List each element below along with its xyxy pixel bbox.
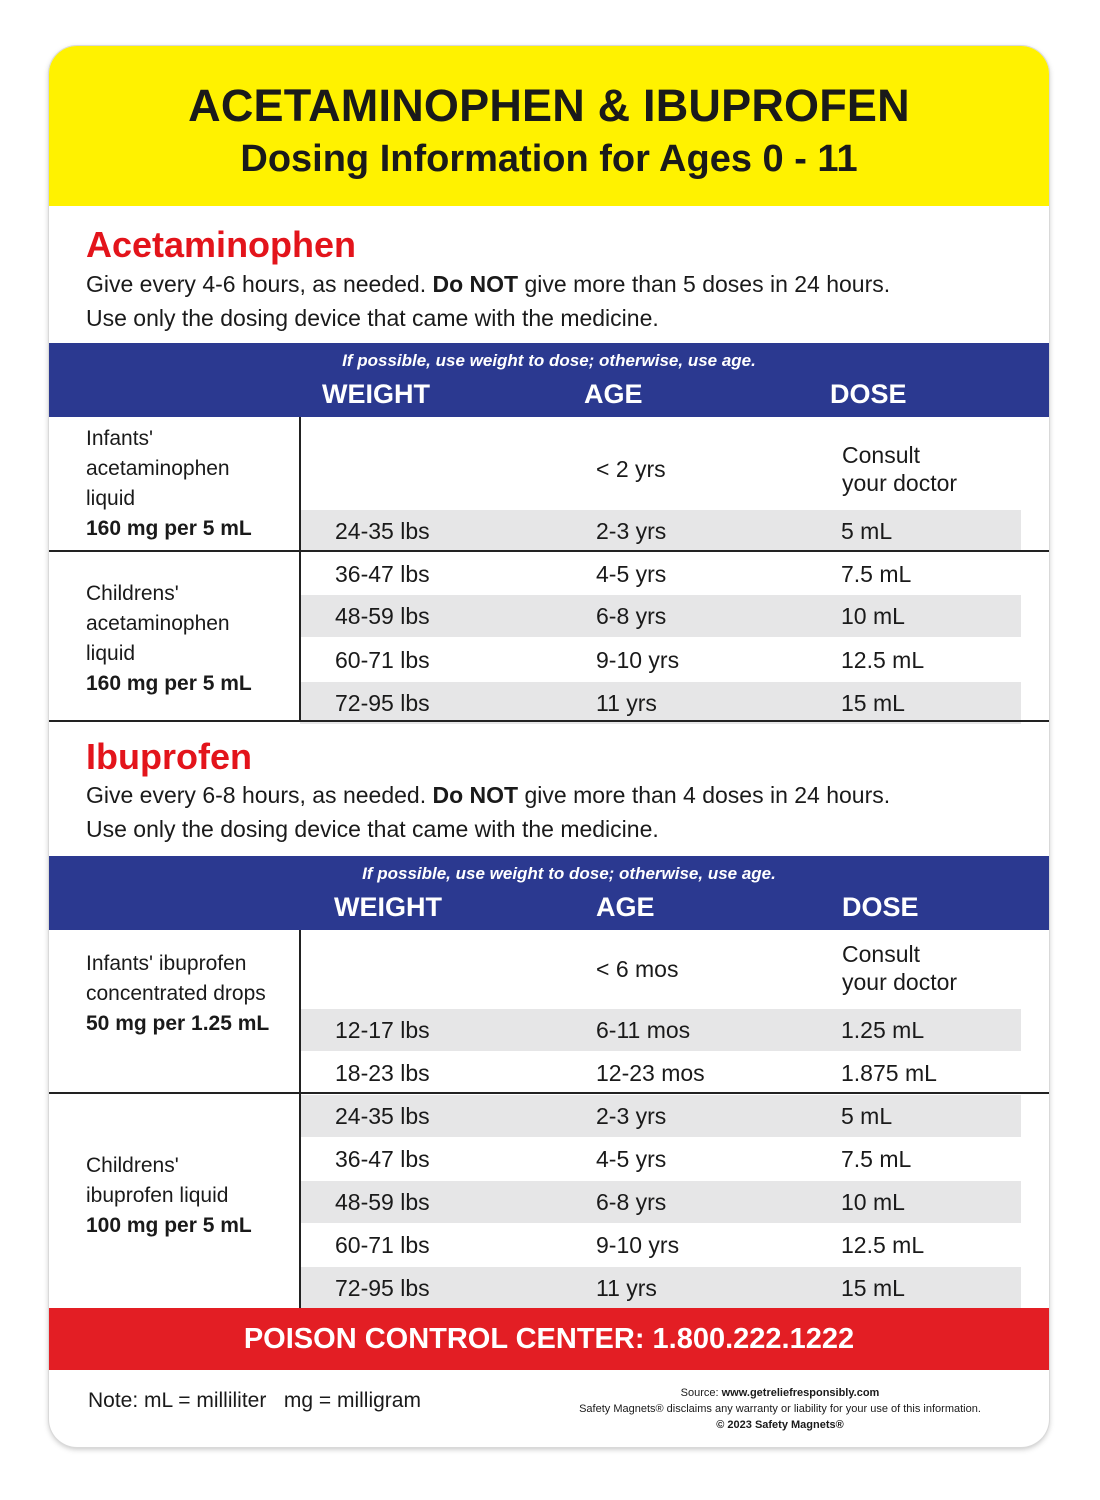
column-header-weight: WEIGHT xyxy=(334,892,442,922)
instructions-warning: Do NOT xyxy=(432,271,519,297)
table-row xyxy=(300,1267,1021,1309)
acetaminophen-children-label xyxy=(86,579,252,699)
consult-line: Consult xyxy=(842,442,920,468)
column-divider xyxy=(299,417,301,721)
acetaminophen-table-header xyxy=(49,343,1049,417)
weight-cell: 60-71 lbs xyxy=(335,1232,430,1258)
product-strength: 100 mg per 5 mL xyxy=(86,1214,252,1237)
age-cell: 9-10 yrs xyxy=(596,647,680,673)
age-cell: 2-3 yrs xyxy=(596,1103,667,1129)
section-divider xyxy=(49,720,1049,722)
dose-cell: 10 mL xyxy=(841,603,905,629)
weight-cell: 18-23 lbs xyxy=(335,1060,430,1086)
table-row xyxy=(300,1009,1021,1051)
row-divider xyxy=(49,550,1049,552)
ibuprofen-table-header xyxy=(49,856,1049,930)
source-url: www.getreliefresponsibly.com xyxy=(721,1387,880,1399)
table-row xyxy=(300,1052,1021,1094)
copyright-text: © 2023 Safety Magnets® xyxy=(716,1419,844,1431)
chart-subtitle: Dosing Information for Ages 0 - 11 xyxy=(240,138,858,180)
dose-cell: 10 mL xyxy=(841,1189,905,1215)
acetaminophen-instructions xyxy=(86,267,890,335)
poison-control-banner: POISON CONTROL CENTER: 1.800.222.1222 xyxy=(49,1308,1049,1370)
weight-cell: 36-47 lbs xyxy=(335,561,430,587)
column-header-dose: DOSE xyxy=(842,892,919,922)
dose-cell: 1.25 mL xyxy=(841,1017,925,1043)
dose-cell: 12.5 mL xyxy=(841,647,925,673)
product-name-line: liquid xyxy=(86,487,136,510)
table-row xyxy=(300,682,1021,724)
disclaimer-text: Safety Magnets® disclaims any warranty or liability for your use of this information. xyxy=(579,1403,981,1415)
dose-cell: 12.5 mL xyxy=(841,1232,925,1258)
instructions-warning: Do NOT xyxy=(432,782,519,808)
product-name-line: Childrens' xyxy=(86,582,179,605)
weight-cell: 36-47 lbs xyxy=(335,1146,430,1172)
table-row xyxy=(300,1138,1021,1180)
ibuprofen-instructions xyxy=(86,778,890,846)
weight-cell: 24-35 lbs xyxy=(335,518,430,544)
weight-cell: 48-59 lbs xyxy=(335,1189,430,1215)
instructions-device-text: Use only the dosing device that came with the medicine. xyxy=(86,816,659,842)
units-note: Note: mL = milliliter mg = milligram xyxy=(88,1389,421,1412)
dose-cell: 15 mL xyxy=(841,1275,905,1301)
instructions-text: give more than 5 doses in 24 hours. xyxy=(518,271,891,297)
acetaminophen-title: Acetaminophen xyxy=(86,224,357,265)
product-name-line: Infants' ibuprofen xyxy=(86,952,247,975)
product-strength: 160 mg per 5 mL xyxy=(86,672,252,695)
age-cell: 11 yrs xyxy=(596,690,657,716)
table-row xyxy=(300,510,1021,552)
ibuprofen-title: Ibuprofen xyxy=(86,736,252,777)
column-header-age: AGE xyxy=(584,379,643,409)
dose-cell: 5 mL xyxy=(841,1103,893,1129)
dosing-note: If possible, use weight to dose; otherwise, use age. xyxy=(362,864,776,883)
source-prefix: Source: xyxy=(680,1387,722,1399)
source-line xyxy=(549,1385,1011,1401)
consult-age: < 6 mos xyxy=(596,956,679,982)
ibuprofen-children-label xyxy=(86,1151,252,1241)
table-row xyxy=(300,1181,1021,1223)
consult-line: Consult xyxy=(842,941,920,967)
product-strength: 50 mg per 1.25 mL xyxy=(86,1012,270,1035)
instructions-text: give more than 4 doses in 24 hours. xyxy=(518,782,891,808)
consult-line: your doctor xyxy=(842,969,958,995)
weight-cell: 72-95 lbs xyxy=(335,1275,430,1301)
product-name-line: Infants' xyxy=(86,427,154,450)
product-name-line: ibuprofen liquid xyxy=(86,1184,229,1207)
table-row xyxy=(300,553,1021,595)
table-row xyxy=(300,1224,1021,1266)
age-cell: 4-5 yrs xyxy=(596,1146,667,1172)
dosing-chart-card xyxy=(49,46,1049,1447)
instructions-device-text: Use only the dosing device that came with the medicine. xyxy=(86,305,659,331)
column-divider xyxy=(299,930,301,1308)
acetaminophen-infants-label xyxy=(86,424,252,544)
age-cell: 6-8 yrs xyxy=(596,1189,667,1215)
ibuprofen-infants-label xyxy=(86,949,269,1039)
age-cell: 9-10 yrs xyxy=(596,1232,680,1258)
consult-doctor-note xyxy=(842,940,957,996)
consult-doctor-note xyxy=(842,441,957,497)
product-name-line: acetaminophen xyxy=(86,612,230,635)
weight-cell: 24-35 lbs xyxy=(335,1103,430,1129)
table-row xyxy=(300,595,1021,637)
dose-cell: 7.5 mL xyxy=(841,1146,912,1172)
product-name-line: concentrated drops xyxy=(86,982,266,1005)
column-header-dose: DOSE xyxy=(830,379,907,409)
weight-cell: 72-95 lbs xyxy=(335,690,430,716)
product-strength: 160 mg per 5 mL xyxy=(86,517,252,540)
chart-title: ACETAMINOPHEN & IBUPROFEN xyxy=(188,80,910,131)
dose-cell: 1.875 mL xyxy=(841,1060,937,1086)
age-cell: 6-11 mos xyxy=(596,1017,691,1043)
age-cell: 11 yrs xyxy=(596,1275,657,1301)
weight-cell: 48-59 lbs xyxy=(335,603,430,629)
weight-cell: 60-71 lbs xyxy=(335,647,430,673)
age-cell: 12-23 mos xyxy=(596,1060,705,1086)
product-name-line: Childrens' xyxy=(86,1154,179,1177)
chart-header xyxy=(49,46,1049,206)
weight-cell: 12-17 lbs xyxy=(335,1017,430,1043)
age-cell: 6-8 yrs xyxy=(596,603,667,629)
product-name-line: liquid xyxy=(86,642,136,665)
instructions-text: Give every 4-6 hours, as needed. xyxy=(86,271,433,297)
product-name-line: acetaminophen xyxy=(86,457,230,480)
dose-cell: 5 mL xyxy=(841,518,893,544)
consult-age: < 2 yrs xyxy=(596,456,666,482)
source-disclaimer xyxy=(549,1385,1011,1433)
column-header-weight: WEIGHT xyxy=(322,379,430,409)
dose-cell: 15 mL xyxy=(841,690,905,716)
column-header-age: AGE xyxy=(596,892,655,922)
table-row xyxy=(300,639,1021,681)
age-cell: 4-5 yrs xyxy=(596,561,667,587)
instructions-text: Give every 6-8 hours, as needed. xyxy=(86,782,433,808)
table-row xyxy=(300,1095,1021,1137)
dose-cell: 7.5 mL xyxy=(841,561,912,587)
dosing-note: If possible, use weight to dose; otherwise, use age. xyxy=(342,351,756,370)
row-divider xyxy=(49,1092,1049,1094)
age-cell: 2-3 yrs xyxy=(596,518,667,544)
consult-line: your doctor xyxy=(842,470,958,496)
